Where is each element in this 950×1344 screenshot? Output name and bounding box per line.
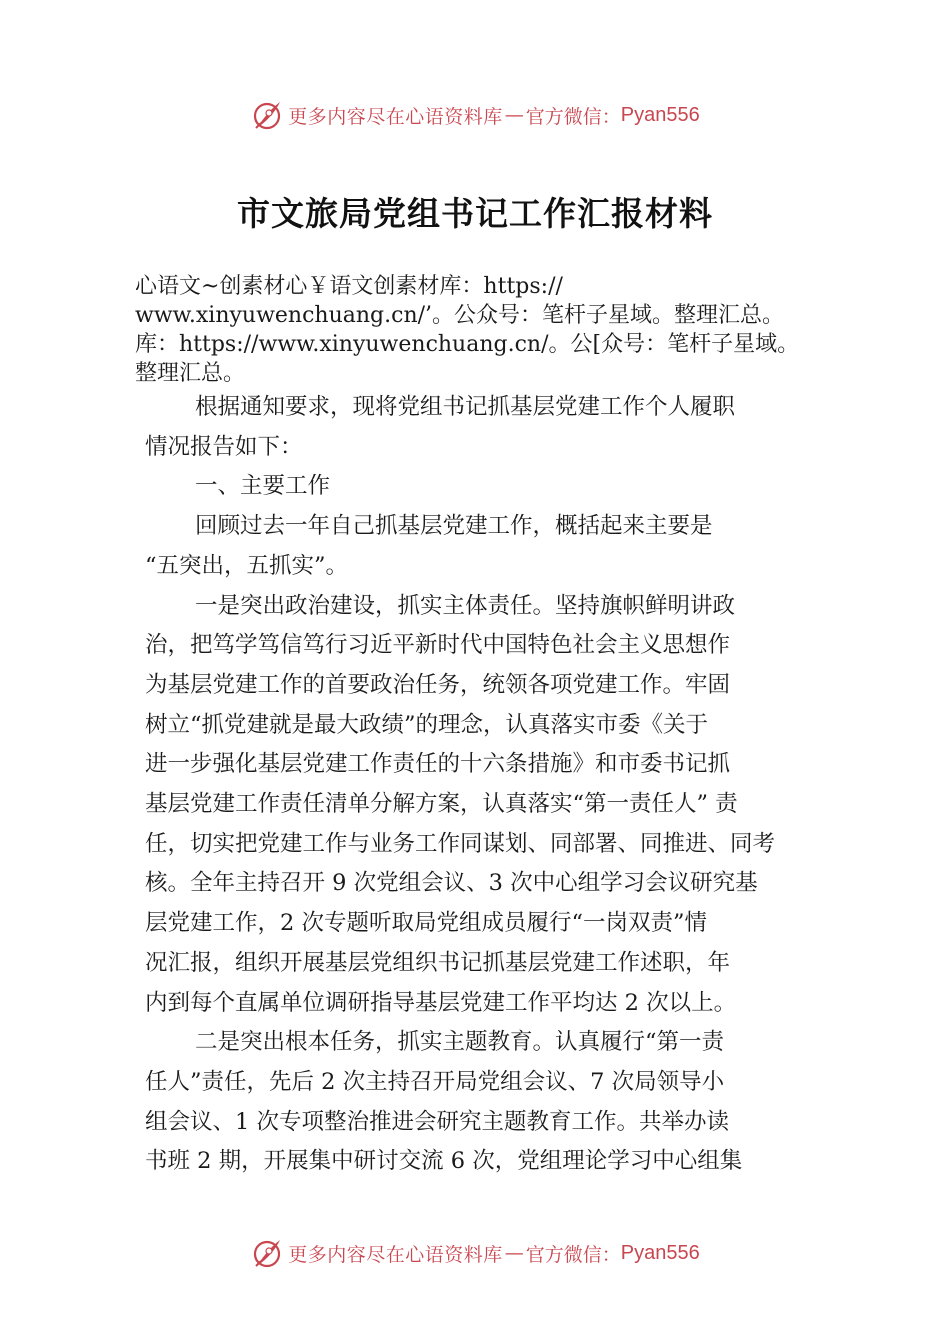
body-line: 任，切实把党建工作与业务工作同谋划、同部署、同推进、同考 [145, 830, 776, 857]
intro-line: 心语文~创素材心￥语文创素材库：https:// [135, 274, 563, 299]
body-line: 二是突出根本任务，抓实主题教育。认真履行“第一责 [195, 1029, 725, 1056]
banner-wechat-id: Pyan556 [620, 103, 700, 126]
body-line: 治，把笃学笃信笃行习近平新时代中国特色社会主义思想作 [145, 632, 731, 659]
body-line: “五突出，五抓实”。 [145, 552, 349, 579]
body-line: 一是突出政治建设，抓实主体责任。坚持旗帜鲜明讲政 [195, 592, 736, 619]
banner-text: 更多内容尽在心语资料库 [288, 105, 503, 128]
banner-suffix: 官方微信： [525, 105, 621, 128]
quill-pen-logo-icon [250, 98, 284, 132]
banner-suffix: 官方微信： [525, 1243, 621, 1266]
banner-wechat-id: Pyan556 [620, 1241, 700, 1264]
body-line: 任人”责任，先后 2 次主持召开局党组会议、7 次局领导小 [145, 1068, 725, 1095]
quill-pen-logo-icon [250, 1236, 284, 1270]
body-line: 基层党建工作责任清单分解方案，认真落实“第一责任人” 责 [145, 791, 738, 818]
body-line: 回顾过去一年自己抓基层党建工作，概括起来主要是 [195, 513, 713, 540]
banner-text: 更多内容尽在心语资料库 [288, 1243, 503, 1266]
body-line: 核。全年主持召开 9 次党组会议、3 次中心组学习会议研究基 [145, 870, 758, 897]
intro-block [135, 272, 855, 388]
body-line: 况汇报，组织开展基层党组织书记抓基层党建工作述职，年 [145, 949, 731, 976]
body-line: 为基层党建工作的首要政治任务，统领各项党建工作。牢固 [145, 671, 731, 698]
body-line: 树立“抓党建就是最大政绩”的理念，认真落实市委《关于 [145, 711, 709, 738]
document-body [145, 388, 825, 1182]
body-line: 书班 2 期，开展集中研讨交流 6 次，党组理论学习中心组集 [145, 1148, 743, 1175]
intro-line: www.xinyuwenchuang.cn/’。公众号：笔杆子星域。整理汇总。 [135, 303, 785, 328]
intro-line: 库：https://www.xinyuwenchuang.cn/。公[众号：笔杆子星域。 [135, 332, 800, 357]
body-line: 层党建工作，2 次专题听取局党组成员履行“一岗双责”情 [145, 910, 707, 937]
intro-line: 整理汇总。 [135, 361, 246, 386]
document-title: 市文旅局党组书记工作汇报材料 [237, 194, 713, 233]
body-line: 一、主要工作 [195, 473, 331, 500]
body-line: 内到每个直属单位调研指导基层党建工作平均达 2 次以上。 [145, 989, 737, 1016]
banner-separator: — [504, 1242, 524, 1264]
body-line: 组会议、1 次专项整治推进会研究主题教育工作。共举办读 [145, 1108, 729, 1135]
body-line: 情况报告如下： [145, 433, 303, 460]
body-line: 根据通知要求，现将党组书记抓基层党建工作个人履职 [195, 394, 736, 420]
header-banner [0, 95, 950, 135]
footer-banner [0, 1233, 950, 1273]
banner-separator: — [504, 104, 524, 126]
body-line: 进一步强化基层党建工作责任的十六条措施》和市委书记抓 [145, 751, 731, 778]
